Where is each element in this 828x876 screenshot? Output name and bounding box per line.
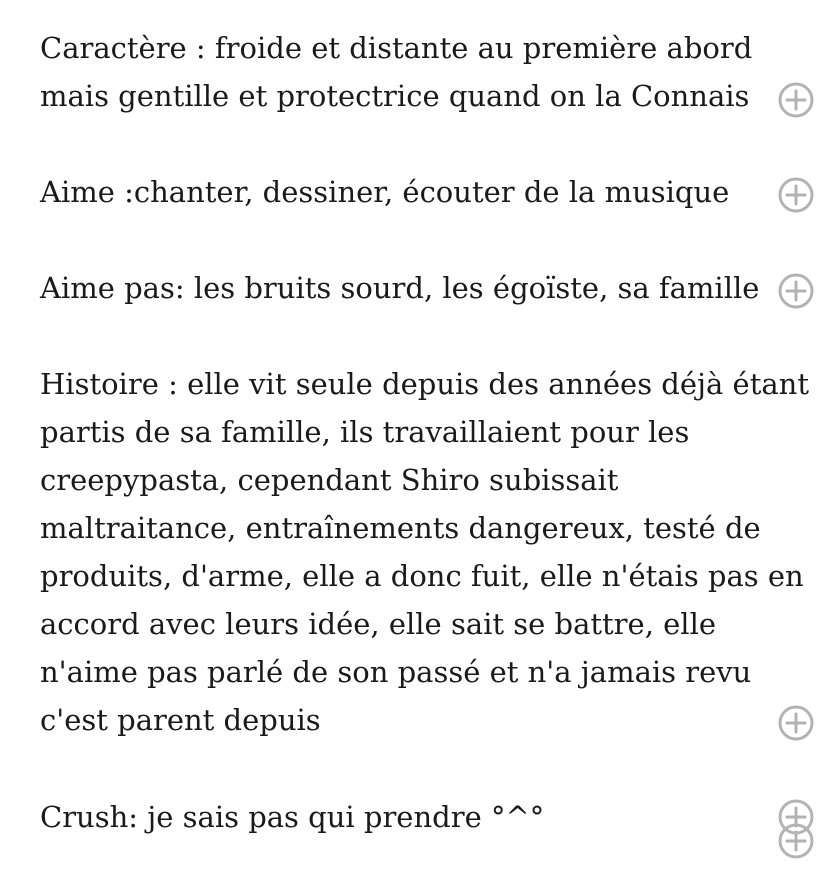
paragraph-aime bbox=[40, 168, 770, 216]
add-comment-button[interactable] bbox=[778, 823, 814, 859]
text-line: Crush: je sais pas qui prendre °^° bbox=[40, 800, 545, 834]
plus-circle-icon bbox=[778, 177, 814, 213]
plus-circle-icon bbox=[778, 823, 814, 859]
text-line: Aime :chanter, dessiner, écouter de la musique bbox=[40, 175, 730, 209]
text-line: creepypasta, cependant Shiro subissait bbox=[40, 463, 619, 497]
text-line: produits, d'arme, elle a donc fuit, elle n'étais pas en bbox=[40, 559, 804, 593]
text-line: accord avec leurs idée, elle sait se battre, elle bbox=[40, 607, 717, 641]
text-line: n'aime pas parlé de son passé et n'a jamais revu bbox=[40, 655, 752, 689]
add-comment-button[interactable] bbox=[778, 273, 814, 309]
text-line: mais gentille et protectrice quand on la Connais bbox=[40, 79, 750, 113]
add-comment-button[interactable] bbox=[778, 705, 814, 741]
paragraph-crush bbox=[40, 793, 770, 841]
paragraph-histoire bbox=[40, 360, 809, 744]
text-line: c'est parent depuis bbox=[40, 703, 321, 737]
plus-circle-icon bbox=[778, 705, 814, 741]
text-line: maltraitance, entraînements dangereux, testé de bbox=[40, 511, 761, 545]
plus-circle-icon bbox=[778, 273, 814, 309]
plus-circle-icon bbox=[778, 82, 814, 118]
text-line: Caractère : froide et distante au première abord bbox=[40, 31, 753, 65]
paragraph-aime-pas bbox=[40, 264, 770, 312]
add-comment-button[interactable] bbox=[778, 82, 814, 118]
add-comment-button[interactable] bbox=[778, 177, 814, 213]
text-line: partis de sa famille, ils travaillaient pour les bbox=[40, 415, 690, 449]
text-line: Aime pas: les bruits sourd, les égoïste, sa famille bbox=[40, 271, 760, 305]
text-line: Histoire : elle vit seule depuis des années déjà étant bbox=[40, 367, 809, 401]
paragraph-caractere bbox=[40, 24, 770, 120]
